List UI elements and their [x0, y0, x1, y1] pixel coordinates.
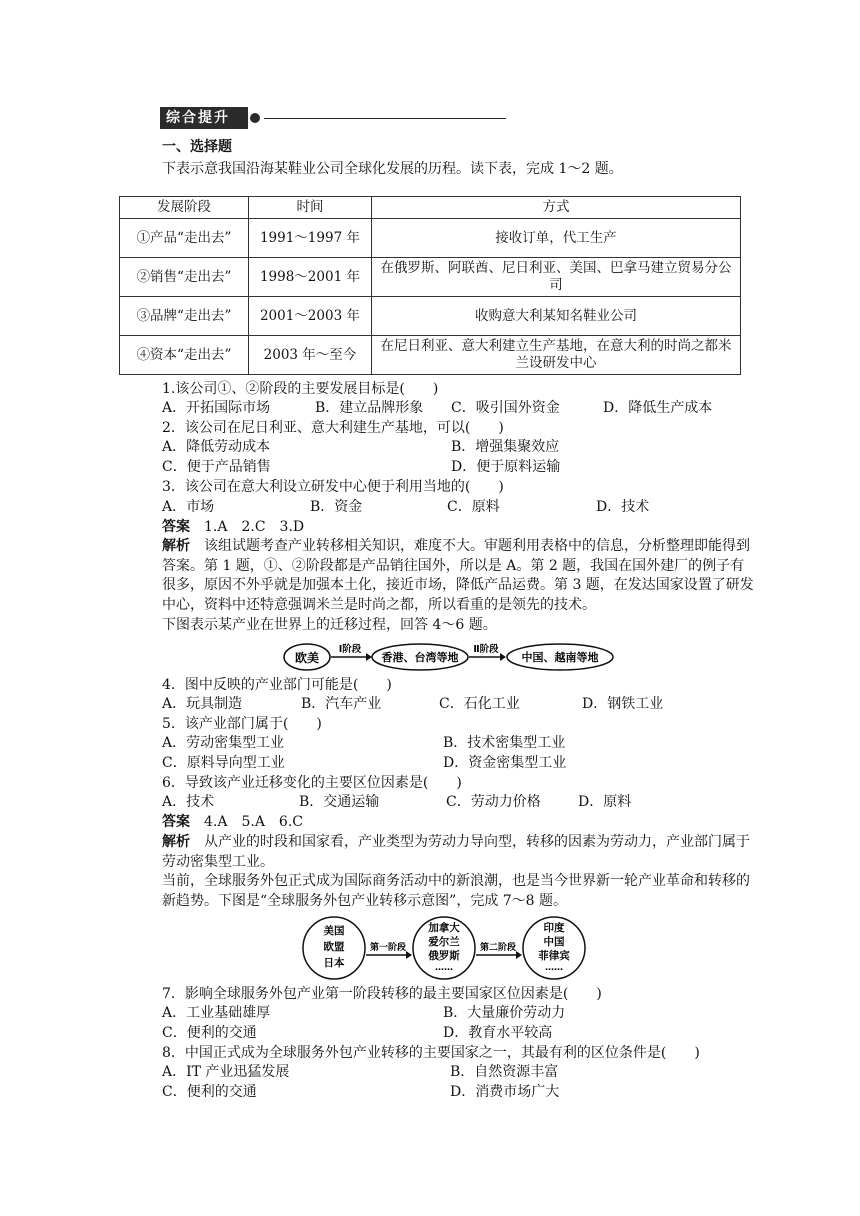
q8-option-d: D．消费市场广大	[450, 1084, 560, 1100]
explanation-block-2	[162, 833, 758, 872]
node-origin-label: 欧美	[294, 651, 320, 665]
table-cell: ③品牌“走出去”	[120, 297, 249, 336]
answer-label: 答案	[162, 519, 190, 535]
table-header: 时间	[248, 197, 371, 219]
q2-option-c: C．便于产品销售	[162, 459, 271, 475]
q2-option-a: A．降低劳动成本	[162, 439, 271, 455]
node-2-line: 爱尔兰	[428, 936, 460, 948]
q8-option-a: A．IT 产业迅猛发展	[162, 1064, 290, 1080]
arrowhead-2-icon	[516, 951, 522, 959]
stage-1-label: 第一阶段	[369, 943, 407, 953]
service-outsourcing-diagram	[300, 914, 590, 984]
q8-option-b: B．自然资源丰富	[450, 1064, 559, 1080]
table-cell: 接收订单，代工生产	[371, 219, 740, 258]
node-3-line: 印度	[543, 922, 565, 934]
q6-option-c: C．劳动力价格	[446, 794, 541, 810]
q2-option-d: D．便于原料运输	[451, 459, 561, 475]
table-cell: ②销售“走出去”	[120, 258, 249, 297]
q1-option-d: D．降低生产成本	[603, 400, 713, 416]
q3-option-d: D．技术	[596, 499, 650, 515]
table-cell: 1991～1997 年	[248, 219, 371, 258]
bullet-dot-icon	[250, 113, 260, 123]
node-3-line: 中国	[543, 936, 565, 948]
q7-option-b: B．大量廉价劳动力	[443, 1005, 566, 1021]
node-1-line: 日本	[323, 957, 345, 969]
arrowhead-2-icon	[500, 653, 506, 661]
industry-transfer-diagram	[282, 639, 622, 675]
node-middle-label: 香港、台湾等地	[381, 651, 459, 664]
section-title: 综合提升	[160, 107, 248, 129]
question-5-stem: 5．该产业部门属于( )	[162, 716, 322, 732]
table-cell: 在尼日利亚、意大利建立生产基地，在意大利的时尚之都米兰设研发中心	[371, 336, 740, 375]
answer-text: 4.A 5.A 6.C	[204, 814, 304, 830]
explanation-block-1	[162, 537, 758, 615]
question-4-stem: 4．图中反映的产业部门可能是( )	[162, 677, 392, 693]
q4-option-a: A．玩具制造	[162, 696, 243, 712]
answer-block-1	[162, 518, 304, 536]
q7-option-a: A．工业基础雄厚	[162, 1005, 271, 1021]
question-8-stem: 8．中国正式成为全球服务外包产业转移的主要国家之一，其最有利的区位条件是( )	[162, 1045, 700, 1061]
section-header	[160, 107, 506, 129]
explanation-label: 解析	[162, 538, 190, 554]
question-7-stem: 7．影响全球服务外包产业第一阶段转移的最主要国家区位因素是( )	[162, 986, 602, 1002]
table-row	[120, 336, 741, 375]
q3-option-b: B．资金	[310, 499, 363, 515]
table-header: 发展阶段	[120, 197, 249, 219]
node-destination-label: 中国、越南等地	[521, 651, 599, 664]
table-row	[120, 258, 741, 297]
explanation-text: 从产业的时段和国家看，产业类型为劳动力导向型，转移的因素为劳动力，产业部门属于劳动密集型工业。	[162, 834, 750, 870]
q2-option-b: B．增强集聚效应	[451, 439, 560, 455]
stage-1-label: Ⅰ阶段	[338, 644, 362, 655]
q3-option-c: C．原料	[447, 499, 500, 515]
q5-option-b: B．技术密集型工业	[443, 735, 566, 751]
q4-option-c: C．石化工业	[439, 696, 520, 712]
table-row	[120, 297, 741, 336]
q5-option-a: A．劳动密集型工业	[162, 735, 285, 751]
node-2-line: 俄罗斯	[428, 950, 460, 962]
intro-3: 当前，全球服务外包正式成为国际商务活动中的新浪潮，也是当今世界新一轮产业革命和转移的新趋势。下图是“全球服务外包产业转移示意图”，完成 7～8 题。	[162, 873, 750, 909]
q7-option-c: C．便利的交通	[162, 1025, 257, 1041]
table-cell: 2003 年～至今	[248, 336, 371, 375]
table-header-row	[120, 197, 741, 219]
q6-option-a: A．技术	[162, 794, 215, 810]
q1-option-c: C．吸引国外资金	[451, 400, 560, 416]
question-6-stem: 6．导致该产业迁移变化的主要区位因素是( )	[162, 775, 462, 791]
table-cell: ①产品“走出去”	[120, 219, 249, 258]
development-table	[119, 196, 741, 375]
stage-2-label: Ⅱ阶段	[473, 644, 499, 655]
q4-option-b: B．汽车产业	[301, 696, 382, 712]
table-cell: 收购意大利某知名鞋业公司	[371, 297, 740, 336]
node-1-line: 美国	[323, 925, 345, 937]
q1-option-a: A．开拓国际市场	[162, 400, 271, 416]
q4-option-d: D．钢铁工业	[582, 696, 664, 712]
answer-block-2	[162, 813, 303, 831]
node-3-line: 菲律宾	[538, 950, 570, 962]
node-1-line: 欧盟	[323, 941, 345, 953]
answer-label: 答案	[162, 814, 190, 830]
node-2-line: ……	[435, 963, 453, 973]
stage-2-label: 第二阶段	[479, 943, 517, 953]
table-cell: ④资本“走出去”	[120, 336, 249, 375]
part-heading: 一、选择题	[162, 139, 232, 155]
intro-2: 下图表示某产业在世界上的迁移过程，回答 4～6 题。	[162, 617, 497, 633]
q5-option-c: C．原料导向型工业	[162, 755, 285, 771]
q7-option-d: D．教育水平较高	[443, 1025, 553, 1041]
question-2-stem: 2．该公司在尼日利亚、意大利建生产基地，可以( )	[162, 420, 504, 436]
question-1-stem: 1.该公司①、②阶段的主要发展目标是( )	[162, 381, 439, 397]
table-cell: 在俄罗斯、阿联酋、尼日利亚、美国、巴拿马建立贸易分公司	[371, 258, 740, 297]
table-header: 方式	[371, 197, 740, 219]
node-3-line: ……	[545, 963, 563, 973]
arrowhead-1-icon	[366, 653, 372, 661]
table-row	[120, 219, 741, 258]
q5-option-d: D．资金密集型工业	[443, 755, 567, 771]
q6-option-d: D．原料	[578, 794, 632, 810]
q3-option-a: A．市场	[162, 499, 215, 515]
arrowhead-1-icon	[406, 951, 412, 959]
q8-option-c: C．便利的交通	[162, 1084, 257, 1100]
explanation-text: 该组试题考查产业转移相关知识，难度不大。审题利用表格中的信息，分析整理即能得到答案。第 1 题，①、②阶段都是产品销往国外，所以是 A。第 2 题，我国在国外建厂的例子有很多，原因不外乎就是加强本土化，接近市场，降低产品运费。第 3 题，在发达国家设置了研发中心，资料中还特意强调米兰是时尚之都，所以看重的是领先的技术。	[162, 538, 754, 613]
table-cell: 1998～2001 年	[248, 258, 371, 297]
q1-option-b: B．建立品牌形象	[315, 400, 424, 416]
intro-1: 下表示意我国沿海某鞋业公司全球化发展的历程。读下表，完成 1～2 题。	[162, 161, 623, 177]
node-2-line: 加拿大	[428, 922, 460, 934]
header-rule	[264, 118, 506, 119]
explanation-label: 解析	[162, 834, 190, 850]
question-3-stem: 3．该公司在意大利设立研发中心便于利用当地的( )	[162, 479, 504, 495]
table-cell: 2001～2003 年	[248, 297, 371, 336]
answer-text: 1.A 2.C 3.D	[204, 519, 305, 535]
q6-option-b: B．交通运输	[299, 794, 380, 810]
